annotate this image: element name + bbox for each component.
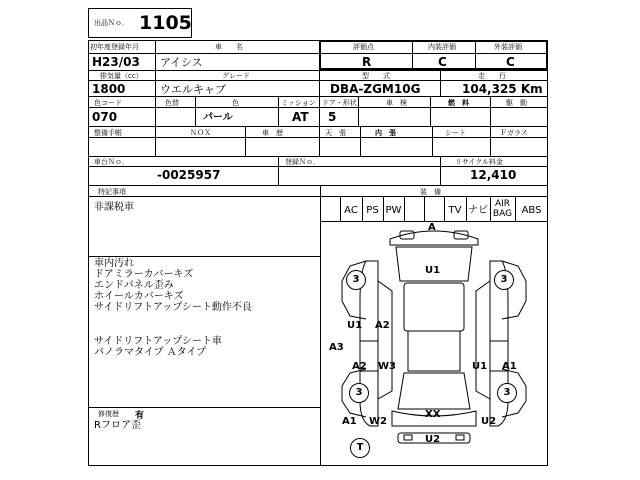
cond-a3: A3 bbox=[329, 342, 344, 353]
color-label: 色 bbox=[232, 99, 239, 107]
remarks-notes bbox=[94, 258, 252, 313]
col-line bbox=[278, 96, 279, 126]
color-code-label: 色コード bbox=[94, 99, 122, 107]
equip-tv: TV bbox=[448, 205, 462, 216]
car-condition-diagram bbox=[320, 221, 548, 466]
equip-ac: AC bbox=[344, 205, 358, 216]
doors-label: ドア・形状 bbox=[322, 99, 357, 107]
color-value: パール bbox=[203, 112, 233, 123]
grade-label: グレード bbox=[222, 72, 250, 80]
displacement-value: 1800 bbox=[92, 82, 126, 96]
mission-label: ミッション bbox=[281, 99, 316, 107]
tax-note: 非課税車 bbox=[94, 202, 134, 213]
remark-line: サイドリフトアップシート動作不良 bbox=[94, 302, 252, 313]
remarks-label: 特記事項 bbox=[98, 188, 126, 196]
recycle-value: 12,410 bbox=[470, 168, 517, 182]
doors-value: 5 bbox=[328, 110, 337, 124]
row-line bbox=[88, 80, 548, 81]
mileage-label: 走 行 bbox=[478, 72, 506, 80]
lot-number-box bbox=[88, 8, 192, 38]
equip-divider bbox=[424, 196, 425, 221]
row-line bbox=[88, 256, 320, 257]
row-line bbox=[88, 70, 548, 71]
row-line bbox=[88, 185, 548, 186]
row-line bbox=[88, 156, 548, 157]
col-line bbox=[440, 156, 441, 185]
cond-a2-left: A2 bbox=[375, 320, 390, 331]
recycle-label: リサイクル料金 bbox=[455, 158, 504, 166]
row-line bbox=[88, 96, 548, 97]
inspection-label: 車 検 bbox=[386, 99, 407, 107]
spare-tire: T bbox=[350, 438, 370, 458]
rear-right-tire: 3 bbox=[497, 383, 517, 403]
cond-w2: W2 bbox=[369, 416, 387, 427]
repair-note: Rフロア歪 bbox=[94, 420, 141, 431]
cond-u2-bottom: U2 bbox=[425, 434, 441, 445]
col-line bbox=[245, 126, 246, 156]
col-line bbox=[475, 40, 476, 70]
equipment-label: 装 備 bbox=[420, 188, 441, 196]
mission-value: AT bbox=[292, 110, 309, 124]
equip-divider bbox=[404, 196, 405, 221]
equip-ps: PS bbox=[366, 205, 379, 216]
upholstery-label: 内 張 bbox=[375, 129, 396, 137]
cond-a1-right: A1 bbox=[502, 361, 517, 372]
col-line bbox=[440, 70, 441, 96]
score-value: R bbox=[362, 55, 372, 69]
remark-line: 車内汚れ bbox=[94, 258, 134, 269]
cond-u1-right: U1 bbox=[472, 361, 488, 372]
cond-u1-left: U1 bbox=[347, 320, 363, 331]
mileage-value: 104,325 Km bbox=[462, 82, 543, 96]
fuel-label: 燃 料 bbox=[448, 99, 469, 107]
color-no-label: 色替 bbox=[165, 99, 179, 107]
repair-label: 修復歴 bbox=[98, 410, 119, 418]
exterior-label: 外装評価 bbox=[494, 43, 522, 51]
front-left-tire: 3 bbox=[346, 270, 366, 290]
lot-label: 出品Ｎｏ． bbox=[94, 19, 129, 27]
remark-line: パノラマタイプ Ａタイプ bbox=[94, 347, 207, 358]
cond-w3: W3 bbox=[378, 361, 396, 372]
row-line bbox=[88, 107, 548, 108]
col-line bbox=[432, 126, 433, 156]
remarks-notes-2 bbox=[94, 336, 222, 358]
roof-label: 天 張 bbox=[325, 129, 346, 137]
color-code-value: 070 bbox=[92, 110, 118, 124]
grade-value: ウエルキャブ bbox=[160, 83, 226, 96]
cond-a-top: A bbox=[428, 222, 436, 233]
drive-label: 駆 動 bbox=[506, 99, 527, 107]
col-line bbox=[360, 126, 361, 156]
history-label: 車 歴 bbox=[262, 129, 283, 137]
lot-number: 1105 bbox=[139, 12, 192, 34]
row-line bbox=[88, 126, 548, 127]
interior-label: 内装評価 bbox=[428, 43, 456, 51]
col-line bbox=[430, 96, 431, 126]
remark-line: ドアミラーカバーキズ bbox=[94, 269, 194, 280]
cond-xx: XX bbox=[425, 409, 441, 420]
seat-label: シート bbox=[445, 129, 466, 137]
name-label: 車 名 bbox=[215, 43, 243, 51]
repair-value: 有 bbox=[135, 411, 145, 421]
chassis-label: 車台Ｎｏ． bbox=[94, 158, 129, 166]
row-line bbox=[88, 53, 548, 54]
year-label: 初年度登録年月 bbox=[90, 43, 139, 51]
col-line bbox=[278, 156, 279, 185]
year-value: H23/03 bbox=[92, 55, 140, 69]
maint-label: 整備手帳 bbox=[94, 129, 122, 137]
row-line bbox=[88, 407, 320, 408]
col-line bbox=[319, 96, 320, 126]
cond-u2-right: U2 bbox=[481, 416, 497, 427]
row-line bbox=[88, 137, 548, 138]
nox-label: ＮＯＸ bbox=[190, 129, 211, 137]
cond-a1-bottom: A1 bbox=[342, 416, 357, 427]
col-line bbox=[358, 96, 359, 126]
cond-a2-lower: A2 bbox=[352, 361, 367, 372]
col-line bbox=[412, 40, 413, 70]
model-value: DBA-ZGM10G bbox=[330, 82, 421, 96]
rear-left-tire: 3 bbox=[349, 383, 369, 403]
displacement-label: 排気量（cc） bbox=[100, 72, 143, 80]
exterior-value: C bbox=[506, 55, 515, 69]
equip-navi: ナビ bbox=[468, 205, 488, 216]
remark-line: エンドパネル歪み bbox=[94, 280, 174, 291]
chassis-value: -0025957 bbox=[157, 168, 221, 182]
interior-value: C bbox=[438, 55, 447, 69]
score-label: 評価点 bbox=[353, 43, 374, 51]
row-line bbox=[88, 196, 548, 197]
cond-u1-top: U1 bbox=[425, 265, 441, 276]
col-line bbox=[319, 70, 320, 96]
col-line bbox=[490, 126, 491, 156]
remark-line: ホイールカバーキズ bbox=[94, 291, 184, 302]
model-label: 型 式 bbox=[362, 72, 390, 80]
name-value: アイシス bbox=[160, 56, 203, 69]
equip-airbag: AIR BAG bbox=[492, 199, 513, 219]
col-line bbox=[155, 96, 156, 126]
col-line bbox=[319, 126, 320, 156]
front-right-tire: 3 bbox=[494, 270, 514, 290]
registration-label: 登録Ｎｏ． bbox=[285, 158, 320, 166]
equip-abs: ABS bbox=[521, 205, 542, 216]
col-line bbox=[155, 40, 156, 96]
remark-line: サイドリフトアップシート車 bbox=[94, 336, 222, 347]
col-line bbox=[195, 96, 196, 126]
equip-pw: PW bbox=[385, 205, 402, 216]
col-line bbox=[155, 126, 156, 156]
row-line bbox=[88, 166, 548, 167]
glass-label: Ｆガラス bbox=[500, 129, 528, 137]
col-line bbox=[490, 96, 491, 126]
